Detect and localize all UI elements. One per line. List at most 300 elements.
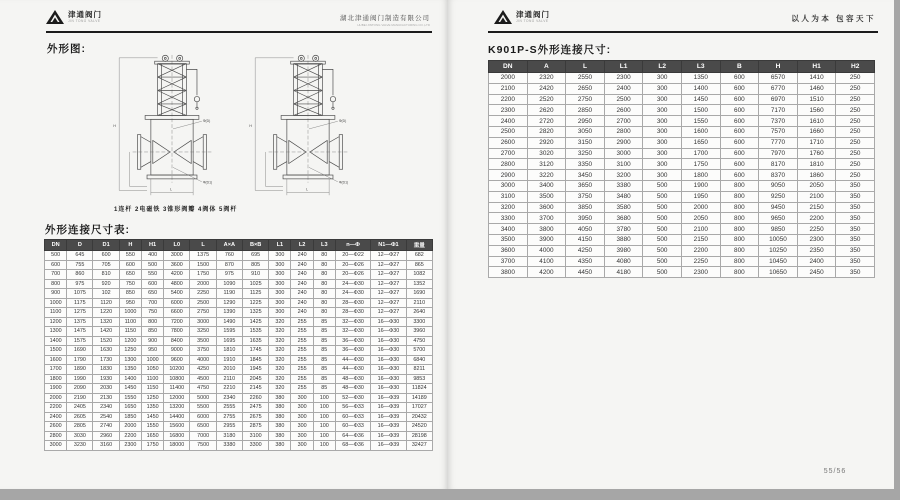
table-cell: 1350 (141, 403, 163, 413)
table-cell: 300 (643, 159, 682, 170)
column-header: H1 (141, 240, 163, 251)
table-cell: 2805 (67, 422, 93, 432)
table-cell: 300 (643, 170, 682, 181)
table-cell: 2000 (45, 393, 67, 403)
column-header: H (759, 61, 798, 73)
table-cell: 3350 (566, 159, 605, 170)
table-cell: 102 (93, 289, 119, 299)
table-cell: 4180 (604, 267, 643, 278)
table-cell: 750 (141, 308, 163, 318)
column-header: B (720, 61, 759, 73)
table-cell: 100 (313, 441, 335, 451)
table-row (489, 191, 875, 202)
table-cell: 4750 (406, 336, 432, 346)
table-header-row (45, 240, 433, 251)
table-cell: 7200 (164, 317, 190, 327)
table-cell: 500 (643, 213, 682, 224)
table-cell: 255 (291, 317, 313, 327)
table-cell: 24—Φ30 (335, 289, 370, 299)
table-cell: 800 (720, 245, 759, 256)
table-cell: 16—Φ30 (371, 327, 406, 337)
table-cell: 240 (291, 289, 313, 299)
table-cell: 44—Φ30 (335, 355, 370, 365)
table-cell: 300 (269, 298, 291, 308)
table-cell: 600 (141, 279, 163, 289)
table-cell: 600 (720, 148, 759, 159)
column-header: L3 (681, 61, 720, 73)
table-cell: 11400 (164, 384, 190, 394)
table-cell: 1750 (141, 441, 163, 451)
table-cell: 2050 (797, 180, 836, 191)
table-cell: 1945 (242, 365, 268, 375)
table-cell: 1375 (190, 251, 216, 261)
table-cell: 300 (291, 412, 313, 422)
table-cell: 2500 (190, 298, 216, 308)
table-cell: 16—Φ39 (371, 403, 406, 413)
table-cell: 500 (141, 260, 163, 270)
table-cell: 85 (313, 374, 335, 384)
table-cell: 600 (720, 116, 759, 127)
table-cell: 2750 (190, 308, 216, 318)
table-cell: 975 (67, 279, 93, 289)
table-cell: 16—Φ30 (371, 336, 406, 346)
outline-drawing-section-title: 外形图: (47, 43, 86, 55)
table-cell: 2250 (190, 289, 216, 299)
table-cell: 1352 (406, 279, 432, 289)
table-cell: 5000 (190, 393, 216, 403)
table-cell: 13200 (164, 403, 190, 413)
table-cell: 2540 (93, 412, 119, 422)
table-cell: 1550 (119, 393, 141, 403)
table-cell: 68—Φ36 (335, 441, 370, 451)
table-cell: 1520 (93, 336, 119, 346)
table-cell: 240 (291, 270, 313, 280)
dimension-table-section-title: 外形连接尺寸表: (45, 224, 130, 236)
table-cell: 3780 (604, 224, 643, 235)
table-row (489, 159, 875, 170)
table-cell: 1275 (67, 308, 93, 318)
table-cell: 1810 (216, 346, 242, 356)
page-header (46, 9, 432, 31)
column-header: DN (489, 61, 528, 73)
table-cell: 2750 (566, 94, 605, 105)
table-cell: 2100 (489, 83, 528, 94)
table-cell: 3400 (489, 224, 528, 235)
table-cell: 2400 (797, 256, 836, 267)
table-cell: 3120 (527, 159, 566, 170)
table-cell: 300 (643, 105, 682, 116)
table-cell: 9650 (759, 213, 798, 224)
table-cell: 2250 (681, 256, 720, 267)
table-cell: 300 (269, 251, 291, 261)
table-cell: 4250 (566, 245, 605, 256)
page-number: 55/56 (823, 468, 847, 475)
table-cell: 1220 (93, 308, 119, 318)
table-cell: 800 (141, 317, 163, 327)
table-cell: 1575 (67, 336, 93, 346)
table-cell: 3100 (604, 159, 643, 170)
table-cell: 1910 (216, 355, 242, 365)
table-cell: 950 (141, 346, 163, 356)
table-cell: 255 (291, 374, 313, 384)
table-cell: 1900 (681, 180, 720, 191)
table-cell: 800 (720, 180, 759, 191)
table-cell: 2010 (216, 365, 242, 375)
table-cell: 7000 (190, 431, 216, 441)
table-cell: 2960 (93, 431, 119, 441)
table-cell: 2200 (797, 213, 836, 224)
table-cell: 16—Φ39 (371, 441, 406, 451)
table-cell: 1200 (119, 336, 141, 346)
column-header: H2 (836, 61, 875, 73)
table-cell: 2000 (190, 279, 216, 289)
table-cell: 3700 (489, 256, 528, 267)
table-cell: 600 (720, 159, 759, 170)
table-cell: 16—Φ30 (371, 374, 406, 384)
table-cell: 80 (313, 279, 335, 289)
table-cell: 3850 (566, 202, 605, 213)
table-cell: 1990 (67, 374, 93, 384)
table-cell: 3700 (527, 213, 566, 224)
table-cell: 28—Φ30 (335, 308, 370, 318)
table-cell: 1830 (93, 365, 119, 375)
table-cell: 255 (291, 336, 313, 346)
table-header-row (489, 61, 875, 73)
table-cell: 16—Φ30 (371, 346, 406, 356)
table-cell: 4200 (164, 270, 190, 280)
table-cell: 2800 (604, 126, 643, 137)
table-cell: 2800 (45, 431, 67, 441)
table-cell: 100 (313, 422, 335, 432)
table-row (45, 412, 433, 422)
table-cell: 3600 (164, 260, 190, 270)
table-cell: 36—Φ30 (335, 346, 370, 356)
table-cell: 2090 (67, 384, 93, 394)
table-cell: 3650 (566, 180, 605, 191)
table-cell: 3220 (527, 170, 566, 181)
table-cell: 300 (643, 126, 682, 137)
table-cell: 28198 (406, 431, 432, 441)
table-cell: 2300 (797, 234, 836, 245)
table-cell: 3600 (527, 202, 566, 213)
table-cell: 1025 (242, 279, 268, 289)
table-cell: 250 (836, 159, 875, 170)
table-cell: 250 (836, 94, 875, 105)
table-cell: 1700 (681, 148, 720, 159)
table-row (45, 327, 433, 337)
table-cell: 14189 (406, 393, 432, 403)
table-cell: 4080 (604, 256, 643, 267)
table-cell: 12—Φ27 (371, 308, 406, 318)
table-cell: 16—Φ30 (371, 317, 406, 327)
table-cell: 1100 (119, 317, 141, 327)
table-cell: 1120 (93, 298, 119, 308)
table-row (489, 202, 875, 213)
table-cell: 865 (406, 260, 432, 270)
table-cell: 3500 (489, 234, 528, 245)
table-cell: 1690 (67, 346, 93, 356)
table-cell: 6770 (759, 83, 798, 94)
table-cell: 250 (836, 126, 875, 137)
table-cell: 16—Φ30 (371, 365, 406, 375)
table-cell: 10050 (759, 234, 798, 245)
table-cell: 8370 (759, 170, 798, 181)
table-cell: 380 (269, 412, 291, 422)
table-cell: 1450 (141, 412, 163, 422)
table-cell: 1450 (119, 384, 141, 394)
table-cell: 1175 (67, 298, 93, 308)
table-cell: 3750 (566, 191, 605, 202)
table-cell: 8170 (759, 159, 798, 170)
table-cell: 300 (643, 137, 682, 148)
table-row (45, 336, 433, 346)
table-cell: 4150 (566, 234, 605, 245)
table-cell: 1125 (242, 289, 268, 299)
column-header: L (566, 61, 605, 73)
table-cell: 1690 (406, 289, 432, 299)
table-cell: 80 (313, 251, 335, 261)
table-cell: 3580 (604, 202, 643, 213)
table-cell: 800 (720, 191, 759, 202)
table-row (45, 374, 433, 384)
table-cell: 255 (291, 384, 313, 394)
table-cell: 1300 (119, 355, 141, 365)
table-cell: 3500 (190, 336, 216, 346)
table-cell: 4800 (164, 279, 190, 289)
table-cell: 2340 (93, 403, 119, 413)
table-cell: 2110 (216, 374, 242, 384)
table-cell: 16—Φ39 (371, 412, 406, 422)
table-row (45, 393, 433, 403)
column-header: L (190, 240, 216, 251)
table-cell: 32—Φ30 (335, 317, 370, 327)
table-cell: 250 (836, 116, 875, 127)
table-cell: 2875 (242, 422, 268, 432)
table-cell: 10650 (759, 267, 798, 278)
table-cell: 16—Φ39 (371, 393, 406, 403)
table-cell: 6000 (190, 412, 216, 422)
table-cell: 1810 (797, 159, 836, 170)
table-cell: 6570 (759, 73, 798, 84)
table-cell: 2210 (216, 384, 242, 394)
table-cell: 1535 (242, 327, 268, 337)
table-cell: 2600 (45, 422, 67, 432)
table-cell: 350 (836, 245, 875, 256)
brand-subtext: JIN TONG VALVE (68, 19, 101, 24)
catalog-page-left (0, 0, 448, 489)
table-cell: 3800 (527, 224, 566, 235)
table-cell: 2520 (527, 94, 566, 105)
table-cell: 2450 (797, 267, 836, 278)
table-cell: 2950 (566, 116, 605, 127)
table-row (489, 224, 875, 235)
table-cell: 860 (67, 270, 93, 280)
table-cell: 300 (643, 73, 682, 84)
table-cell: 16—Φ39 (371, 422, 406, 432)
table-cell: 240 (291, 298, 313, 308)
table-cell: 700 (141, 298, 163, 308)
table-cell: 350 (836, 234, 875, 245)
table-cell: 1082 (406, 270, 432, 280)
table-cell: 6840 (406, 355, 432, 365)
table-cell: 10450 (759, 256, 798, 267)
k901p-section-title: K901P-S外形连接尺寸: (488, 44, 612, 56)
table-cell: 810 (93, 270, 119, 280)
table-cell: 250 (836, 73, 875, 84)
column-header: L1 (269, 240, 291, 251)
table-cell: 2555 (216, 403, 242, 413)
table-cell: 32427 (406, 441, 432, 451)
table-cell: 240 (291, 260, 313, 270)
table-cell: 350 (836, 191, 875, 202)
table-cell: 4000 (527, 245, 566, 256)
table-cell: 850 (119, 289, 141, 299)
table-cell: 3020 (527, 148, 566, 159)
table-cell: 2600 (489, 137, 528, 148)
table-cell: 56—Φ33 (335, 403, 370, 413)
table-cell: 500 (643, 202, 682, 213)
table-cell: 60—Φ33 (335, 422, 370, 432)
table-cell: 1250 (141, 393, 163, 403)
table-cell: 100 (313, 431, 335, 441)
table-cell: 11824 (406, 384, 432, 394)
table-cell: 3150 (566, 137, 605, 148)
table-cell: 1950 (681, 191, 720, 202)
table-cell: 4200 (527, 267, 566, 278)
table-cell: 24—Φ30 (335, 279, 370, 289)
table-cell: 320 (269, 346, 291, 356)
table-cell: 4250 (190, 365, 216, 375)
column-header: DN (45, 240, 67, 251)
drawing-parts-caption: 1连杆 2电磁铁 3锥形阀瓣 4阀体 5阀杆 (114, 207, 238, 213)
table-row (489, 180, 875, 191)
table-cell: 3000 (45, 441, 67, 451)
table-cell: 3100 (489, 191, 528, 202)
table-cell: 2500 (489, 126, 528, 137)
table-cell: 1595 (216, 327, 242, 337)
table-row (489, 105, 875, 116)
table-cell: 3180 (216, 431, 242, 441)
table-cell: 2200 (119, 431, 141, 441)
table-cell: 2400 (489, 116, 528, 127)
table-cell: 16—Φ39 (371, 431, 406, 441)
table-cell: 350 (836, 180, 875, 191)
column-header: L0 (164, 240, 190, 251)
table-cell: 1200 (45, 317, 67, 327)
table-cell: 3000 (489, 180, 528, 191)
table-cell: 1700 (45, 365, 67, 375)
table-cell: 350 (836, 224, 875, 235)
table-cell: 3380 (604, 180, 643, 191)
table-cell: 17027 (406, 403, 432, 413)
table-cell: 500 (643, 180, 682, 191)
table-cell: 9050 (759, 180, 798, 191)
k901p-dimension-table (488, 60, 875, 278)
table-cell: 2030 (93, 384, 119, 394)
table-cell: 3480 (604, 191, 643, 202)
table-cell: 500 (45, 251, 67, 261)
table-cell: 1050 (141, 365, 163, 375)
table-cell: 600 (720, 126, 759, 137)
table-cell: 500 (643, 191, 682, 202)
table-cell: 4750 (190, 384, 216, 394)
table-cell: 320 (269, 365, 291, 375)
outline-drawings (108, 54, 376, 200)
table-cell: 1650 (141, 431, 163, 441)
table-cell: 4450 (566, 267, 605, 278)
table-row (489, 267, 875, 278)
outline-dimension-table (44, 239, 433, 451)
table-cell: 300 (291, 441, 313, 451)
table-cell: 3800 (489, 267, 528, 278)
table-cell: 85 (313, 317, 335, 327)
table-cell: 1845 (242, 355, 268, 365)
table-cell: 48—Φ30 (335, 384, 370, 394)
table-cell: 240 (291, 308, 313, 318)
table-cell: 2620 (527, 105, 566, 116)
table-cell: 20—Φ26 (335, 260, 370, 270)
table-cell: 3300 (406, 317, 432, 327)
table-cell: 2100 (797, 191, 836, 202)
company-slogan: 以人为本 包容天下 (791, 14, 876, 23)
table-cell: 1630 (93, 346, 119, 356)
table-cell: 1150 (119, 327, 141, 337)
table-cell: 10250 (759, 245, 798, 256)
table-cell: 80 (313, 298, 335, 308)
table-cell: 2405 (67, 403, 93, 413)
column-header: A (527, 61, 566, 73)
table-cell: 500 (643, 234, 682, 245)
table-cell: 3450 (566, 170, 605, 181)
table-cell: 12—Φ27 (371, 298, 406, 308)
table-cell: 1375 (67, 317, 93, 327)
table-cell: 20432 (406, 412, 432, 422)
table-row (489, 126, 875, 137)
table-cell: 3160 (93, 441, 119, 451)
table-cell: 300 (291, 403, 313, 413)
table-cell: 1390 (216, 308, 242, 318)
table-cell: 1460 (797, 83, 836, 94)
table-row (45, 251, 433, 261)
column-header: B×B (242, 240, 268, 251)
table-cell: 3230 (67, 441, 93, 451)
table-cell: 1325 (242, 308, 268, 318)
table-cell: 1090 (216, 279, 242, 289)
table-cell: 1425 (242, 317, 268, 327)
table-cell: 650 (141, 289, 163, 299)
table-row (489, 116, 875, 127)
table-cell: 1750 (190, 270, 216, 280)
table-row (489, 234, 875, 245)
table-cell: 2000 (119, 422, 141, 432)
table-cell: 1600 (45, 355, 67, 365)
table-cell: 500 (643, 256, 682, 267)
table-cell: 800 (720, 213, 759, 224)
table-cell: 85 (313, 346, 335, 356)
table-cell: 300 (269, 308, 291, 318)
table-cell: 250 (836, 137, 875, 148)
table-cell: 550 (141, 270, 163, 280)
table-cell: 2420 (527, 83, 566, 94)
header-rule (488, 31, 878, 33)
table-cell: 3680 (604, 213, 643, 224)
valve-outline-drawing-side (244, 54, 372, 200)
table-cell: 1650 (681, 137, 720, 148)
table-cell: 10800 (164, 374, 190, 384)
table-cell: 2900 (489, 170, 528, 181)
column-header: L2 (291, 240, 313, 251)
table-cell: 2200 (681, 245, 720, 256)
